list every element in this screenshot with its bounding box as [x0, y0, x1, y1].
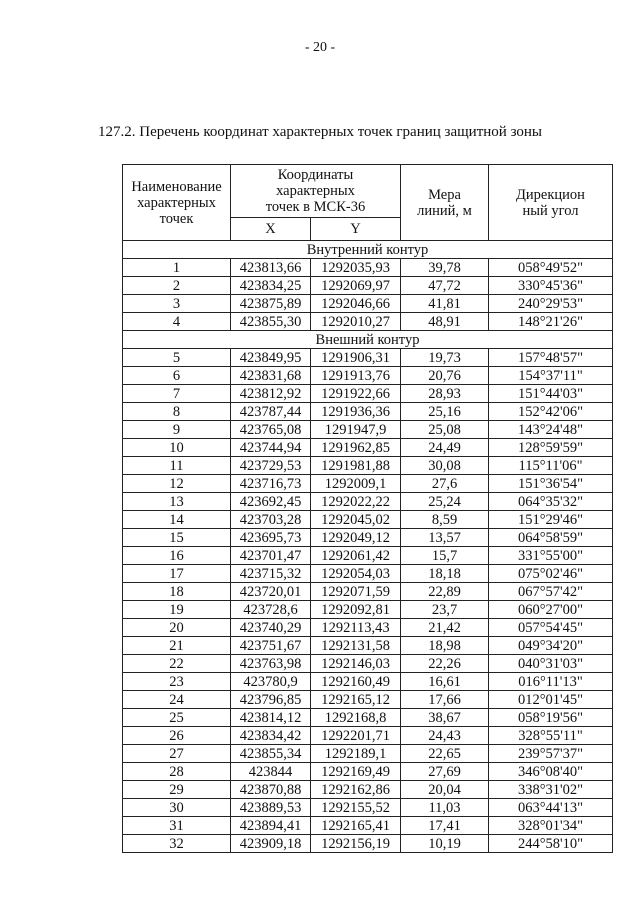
- x-coordinate: 423834,42: [231, 727, 311, 745]
- x-coordinate: 423744,94: [231, 439, 311, 457]
- point-number: 8: [123, 403, 231, 421]
- x-coordinate: 423787,44: [231, 403, 311, 421]
- x-coordinate: 423780,9: [231, 673, 311, 691]
- point-number: 18: [123, 583, 231, 601]
- point-number: 21: [123, 637, 231, 655]
- direction-angle: 115°11'06": [489, 457, 613, 475]
- line-measure: 16,61: [401, 673, 489, 691]
- y-coordinate: 1292168,8: [311, 709, 401, 727]
- line-measure: 25,16: [401, 403, 489, 421]
- table-row: [123, 745, 613, 763]
- line-measure: 8,59: [401, 511, 489, 529]
- point-number: 22: [123, 655, 231, 673]
- y-coordinate: 1292022,22: [311, 493, 401, 511]
- line-measure: 22,26: [401, 655, 489, 673]
- direction-angle: 328°01'34": [489, 817, 613, 835]
- table-row: [123, 385, 613, 403]
- line-measure: 30,08: [401, 457, 489, 475]
- x-coordinate: 423855,30: [231, 313, 311, 331]
- point-number: 24: [123, 691, 231, 709]
- line-measure: 48,91: [401, 313, 489, 331]
- y-coordinate: 1292201,71: [311, 727, 401, 745]
- line-measure: 22,65: [401, 745, 489, 763]
- direction-angle: 331°55'00": [489, 547, 613, 565]
- table-row: [123, 763, 613, 781]
- table-row: [123, 583, 613, 601]
- line-measure: 27,6: [401, 475, 489, 493]
- table-row: [123, 565, 613, 583]
- point-number: 4: [123, 313, 231, 331]
- table-row: [123, 655, 613, 673]
- line-measure: 23,7: [401, 601, 489, 619]
- x-coordinate: 423763,98: [231, 655, 311, 673]
- table-row: [123, 277, 613, 295]
- point-number: 31: [123, 817, 231, 835]
- x-coordinate: 423834,25: [231, 277, 311, 295]
- line-measure: 38,67: [401, 709, 489, 727]
- direction-angle: 049°34'20": [489, 637, 613, 655]
- point-number: 7: [123, 385, 231, 403]
- x-coordinate: 423870,88: [231, 781, 311, 799]
- line-measure: 18,18: [401, 565, 489, 583]
- x-coordinate: 423729,53: [231, 457, 311, 475]
- point-number: 15: [123, 529, 231, 547]
- section-row: [123, 241, 613, 259]
- y-coordinate: 1292046,66: [311, 295, 401, 313]
- x-coordinate: 423844: [231, 763, 311, 781]
- header-x: X: [231, 218, 311, 241]
- x-coordinate: 423796,85: [231, 691, 311, 709]
- line-measure: 47,72: [401, 277, 489, 295]
- table-row: [123, 403, 613, 421]
- direction-angle: 143°24'48": [489, 421, 613, 439]
- y-coordinate: 1292071,59: [311, 583, 401, 601]
- y-coordinate: 1291936,36: [311, 403, 401, 421]
- x-coordinate: 423701,47: [231, 547, 311, 565]
- table-row: [123, 709, 613, 727]
- y-coordinate: 1292160,49: [311, 673, 401, 691]
- line-measure: 17,41: [401, 817, 489, 835]
- y-coordinate: 1292010,27: [311, 313, 401, 331]
- y-coordinate: 1291962,85: [311, 439, 401, 457]
- table-row: [123, 673, 613, 691]
- x-coordinate: 423720,01: [231, 583, 311, 601]
- direction-angle: 057°54'45": [489, 619, 613, 637]
- point-number: 19: [123, 601, 231, 619]
- coordinates-table: [122, 164, 613, 853]
- point-number: 16: [123, 547, 231, 565]
- table-row: [123, 349, 613, 367]
- y-coordinate: 1292189,1: [311, 745, 401, 763]
- table-row: [123, 637, 613, 655]
- line-measure: 27,69: [401, 763, 489, 781]
- x-coordinate: 423813,66: [231, 259, 311, 277]
- direction-angle: 016°11'13": [489, 673, 613, 691]
- direction-angle: 064°58'59": [489, 529, 613, 547]
- header-y: Y: [311, 218, 401, 241]
- table-row: [123, 691, 613, 709]
- y-coordinate: 1291947,9: [311, 421, 401, 439]
- direction-angle: 075°02'46": [489, 565, 613, 583]
- point-number: 1: [123, 259, 231, 277]
- header-direction-angle: Дирекцион ный угол: [489, 165, 613, 241]
- table-title: 127.2. Перечень координат характерных точек границ защитной зоны: [97, 124, 543, 140]
- point-number: 3: [123, 295, 231, 313]
- header-coordinates: Координаты характерных точек в МСК-36: [231, 165, 401, 218]
- line-measure: 25,08: [401, 421, 489, 439]
- point-number: 11: [123, 457, 231, 475]
- x-coordinate: 423909,18: [231, 835, 311, 853]
- x-coordinate: 423751,67: [231, 637, 311, 655]
- header-line-measure: Мера линий, м: [401, 165, 489, 241]
- y-coordinate: 1292009,1: [311, 475, 401, 493]
- table-row: [123, 781, 613, 799]
- table-row: [123, 799, 613, 817]
- x-coordinate: 423889,53: [231, 799, 311, 817]
- line-measure: 39,78: [401, 259, 489, 277]
- direction-angle: 240°29'53": [489, 295, 613, 313]
- direction-angle: 239°57'37": [489, 745, 613, 763]
- table-row: [123, 421, 613, 439]
- line-measure: 15,7: [401, 547, 489, 565]
- y-coordinate: 1292054,03: [311, 565, 401, 583]
- y-coordinate: 1292035,93: [311, 259, 401, 277]
- direction-angle: 067°57'42": [489, 583, 613, 601]
- page-number: - 20 -: [304, 40, 336, 55]
- direction-angle: 128°59'59": [489, 439, 613, 457]
- x-coordinate: 423875,89: [231, 295, 311, 313]
- y-coordinate: 1292146,03: [311, 655, 401, 673]
- line-measure: 22,89: [401, 583, 489, 601]
- y-coordinate: 1292155,52: [311, 799, 401, 817]
- y-coordinate: 1292092,81: [311, 601, 401, 619]
- table-row: [123, 529, 613, 547]
- point-number: 32: [123, 835, 231, 853]
- x-coordinate: 423692,45: [231, 493, 311, 511]
- point-number: 26: [123, 727, 231, 745]
- y-coordinate: 1292165,41: [311, 817, 401, 835]
- line-measure: 21,42: [401, 619, 489, 637]
- line-measure: 13,57: [401, 529, 489, 547]
- x-coordinate: 423855,34: [231, 745, 311, 763]
- y-coordinate: 1292045,02: [311, 511, 401, 529]
- x-coordinate: 423812,92: [231, 385, 311, 403]
- point-number: 6: [123, 367, 231, 385]
- x-coordinate: 423765,08: [231, 421, 311, 439]
- point-number: 23: [123, 673, 231, 691]
- x-coordinate: 423728,6: [231, 601, 311, 619]
- line-measure: 24,49: [401, 439, 489, 457]
- direction-angle: 151°36'54": [489, 475, 613, 493]
- x-coordinate: 423894,41: [231, 817, 311, 835]
- direction-angle: 058°49'52": [489, 259, 613, 277]
- x-coordinate: 423849,95: [231, 349, 311, 367]
- y-coordinate: 1292162,86: [311, 781, 401, 799]
- point-number: 27: [123, 745, 231, 763]
- point-number: 28: [123, 763, 231, 781]
- direction-angle: 151°44'03": [489, 385, 613, 403]
- direction-angle: 330°45'36": [489, 277, 613, 295]
- line-measure: 24,43: [401, 727, 489, 745]
- y-coordinate: 1291981,88: [311, 457, 401, 475]
- direction-angle: 064°35'32": [489, 493, 613, 511]
- direction-angle: 244°58'10": [489, 835, 613, 853]
- y-coordinate: 1292131,58: [311, 637, 401, 655]
- point-number: 30: [123, 799, 231, 817]
- y-coordinate: 1292113,43: [311, 619, 401, 637]
- table-row: [123, 619, 613, 637]
- table-row: [123, 313, 613, 331]
- point-number: 9: [123, 421, 231, 439]
- x-coordinate: 423740,29: [231, 619, 311, 637]
- y-coordinate: 1292169,49: [311, 763, 401, 781]
- table-body: [123, 241, 613, 853]
- line-measure: 20,04: [401, 781, 489, 799]
- line-measure: 28,93: [401, 385, 489, 403]
- direction-angle: 148°21'26": [489, 313, 613, 331]
- y-coordinate: 1292049,12: [311, 529, 401, 547]
- direction-angle: 058°19'56": [489, 709, 613, 727]
- direction-angle: 338°31'02": [489, 781, 613, 799]
- point-number: 17: [123, 565, 231, 583]
- line-measure: 19,73: [401, 349, 489, 367]
- line-measure: 25,24: [401, 493, 489, 511]
- point-number: 20: [123, 619, 231, 637]
- point-number: 29: [123, 781, 231, 799]
- y-coordinate: 1292156,19: [311, 835, 401, 853]
- section-title: Внутренний контур: [123, 241, 613, 259]
- y-coordinate: 1292069,97: [311, 277, 401, 295]
- x-coordinate: 423703,28: [231, 511, 311, 529]
- line-measure: 18,98: [401, 637, 489, 655]
- direction-angle: 346°08'40": [489, 763, 613, 781]
- table-row: [123, 457, 613, 475]
- table-row: [123, 439, 613, 457]
- point-number: 5: [123, 349, 231, 367]
- direction-angle: 151°29'46": [489, 511, 613, 529]
- direction-angle: 154°37'11": [489, 367, 613, 385]
- x-coordinate: 423831,68: [231, 367, 311, 385]
- direction-angle: 040°31'03": [489, 655, 613, 673]
- table-row: [123, 493, 613, 511]
- point-number: 14: [123, 511, 231, 529]
- x-coordinate: 423716,73: [231, 475, 311, 493]
- table-row: [123, 475, 613, 493]
- y-coordinate: 1291913,76: [311, 367, 401, 385]
- point-number: 2: [123, 277, 231, 295]
- table-row: [123, 817, 613, 835]
- line-measure: 10,19: [401, 835, 489, 853]
- line-measure: 41,81: [401, 295, 489, 313]
- table-row: [123, 547, 613, 565]
- table-row: [123, 367, 613, 385]
- table-row: [123, 259, 613, 277]
- table-row: [123, 727, 613, 745]
- y-coordinate: 1291922,66: [311, 385, 401, 403]
- direction-angle: 060°27'00": [489, 601, 613, 619]
- direction-angle: 328°55'11": [489, 727, 613, 745]
- y-coordinate: 1291906,31: [311, 349, 401, 367]
- direction-angle: 152°42'06": [489, 403, 613, 421]
- y-coordinate: 1292165,12: [311, 691, 401, 709]
- table-row: [123, 511, 613, 529]
- section-title: Внешний контур: [123, 331, 613, 349]
- header-point-name: Наименование характерных точек: [123, 165, 231, 241]
- direction-angle: 012°01'45": [489, 691, 613, 709]
- direction-angle: 157°48'57": [489, 349, 613, 367]
- line-measure: 11,03: [401, 799, 489, 817]
- point-number: 25: [123, 709, 231, 727]
- y-coordinate: 1292061,42: [311, 547, 401, 565]
- point-number: 10: [123, 439, 231, 457]
- table-row: [123, 295, 613, 313]
- point-number: 13: [123, 493, 231, 511]
- table-row: [123, 835, 613, 853]
- line-measure: 17,66: [401, 691, 489, 709]
- direction-angle: 063°44'13": [489, 799, 613, 817]
- x-coordinate: 423814,12: [231, 709, 311, 727]
- section-row: [123, 331, 613, 349]
- line-measure: 20,76: [401, 367, 489, 385]
- point-number: 12: [123, 475, 231, 493]
- x-coordinate: 423715,32: [231, 565, 311, 583]
- x-coordinate: 423695,73: [231, 529, 311, 547]
- table-row: [123, 601, 613, 619]
